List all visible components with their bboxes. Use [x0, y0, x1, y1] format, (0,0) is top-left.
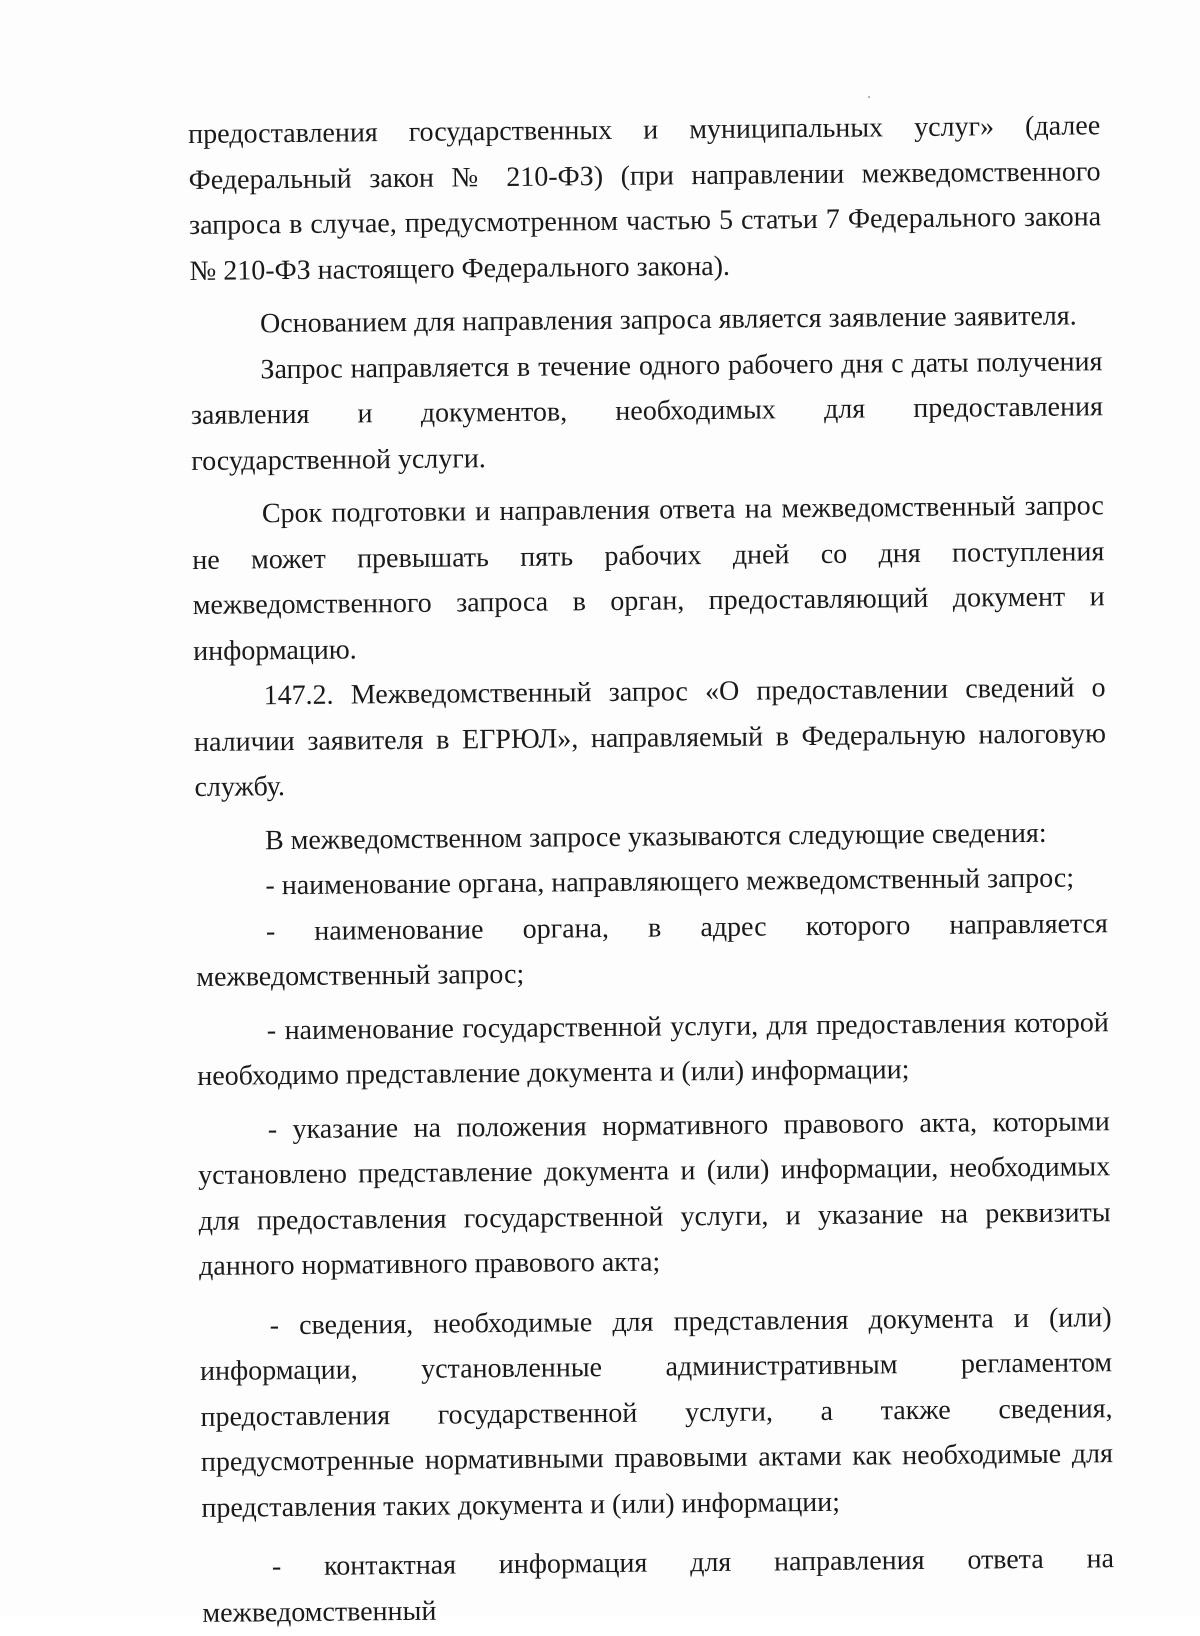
list-item-addressee-body: - наименование органа, в адрес которого направляется межведомственный запрос; [196, 907, 1108, 993]
paragraph-request-deadline: Запрос направляется в течение одного рабочего дня с даты получения заявления и документов, необходимых для предоставления государственной услуги. [190, 345, 1104, 477]
paragraph-request-contents-intro: В межведомственном запросе указываются следующие сведения: [264, 817, 1047, 856]
paragraph-response-deadline: Срок подготовки и направления ответа на межведомственный запрос не может превышать пять рабочих дней со дня поступления межведомственного запроса в орган, предоставляющий документ и информацию. [192, 490, 1105, 667]
list-item-requesting-body: - наименование органа, направляющего межведомственный запрос; [265, 862, 1075, 902]
scan-speck [868, 96, 870, 98]
paragraph-section-147-2: 147.2. Межведомственный запрос «О предоставлении сведений о наличии заявителя в ЕГРЮЛ», направляемый в Федеральную налоговую службу. [193, 672, 1107, 803]
paragraph-law-reference: предоставления государственных и муниципальных услуг» (далее Федеральный закон № 210-ФЗ) (при направлении межведомственного запроса в случае, предусмотренном частью 5 статьи 7 Федерального закона № 210-ФЗ настоящего Федерального закона). [188, 110, 1102, 287]
list-item-legal-act: - указание на положения нормативного правового акта, которыми установлено представление документа и (или) информации, необходимых для предоставления государственной услуги, и указание на реквизиты данного нормативного правового акта; [198, 1105, 1111, 1282]
list-item-service-name: - наименование государственной услуги, для предоставления которой необходимо представление документа и (или) информации; [197, 1006, 1109, 1092]
document-body [188, 103, 1115, 1636]
paragraph-basis: Основанием для направления запроса является заявление заявителя. [259, 300, 1077, 340]
list-item-contact-info: - контактная информация для направления ответа на межведомственный [202, 1543, 1115, 1629]
list-item-required-info: - сведения, необходимые для представления документа и (или) информации, установленные административным регламентом предоставления государственной услуги, а также сведения, предусмотренные нормативными правовыми актами как необходимые для представления таких документа и (или) информации; [199, 1301, 1114, 1524]
